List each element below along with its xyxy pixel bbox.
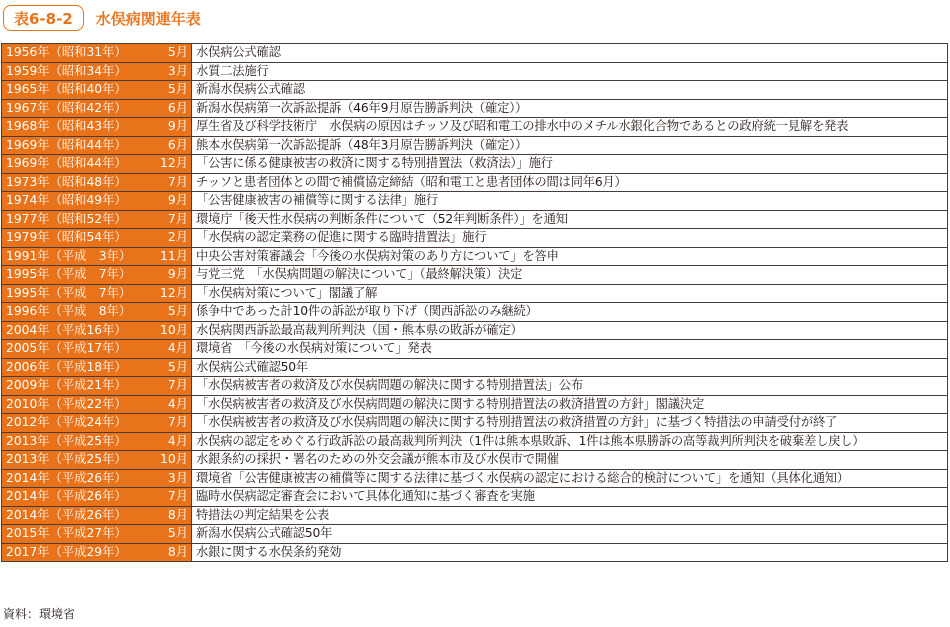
table-row — [2, 340, 948, 359]
table-row — [2, 525, 948, 544]
date-cell — [2, 155, 192, 174]
month-label: 4月 — [167, 396, 188, 411]
date-cell — [2, 192, 192, 211]
date-cell-content — [2, 507, 191, 524]
date-cell-content — [2, 192, 191, 209]
year-label: 2005年（平成17年） — [6, 341, 127, 356]
year-label: 2014年（平成26年） — [6, 470, 127, 485]
month-label: 8月 — [167, 544, 188, 559]
table-row — [2, 358, 948, 377]
date-cell — [2, 229, 192, 248]
year-label: 2006年（平成18年） — [6, 359, 127, 374]
date-cell — [2, 44, 192, 63]
month-label: 11月 — [160, 248, 188, 263]
event-cell: 水俣病公式確認 — [192, 44, 948, 63]
event-cell: チッソと患者団体との間で補償協定締結（昭和電工と患者団体の間は同年6月） — [192, 173, 948, 192]
date-cell-content — [2, 340, 191, 357]
table-title: 水俣病関連年表 — [95, 9, 201, 28]
event-cell: 「水俣病被害者の救済及び水俣病問題の解決に関する特別措置法の救済措置の方針」閣議決定 — [192, 395, 948, 414]
table-row — [2, 451, 948, 470]
month-label: 5月 — [167, 526, 188, 541]
year-label: 1996年（平成 8年） — [6, 304, 132, 319]
year-label: 2004年（平成16年） — [6, 322, 127, 337]
event-cell: 「水俣病の認定業務の促進に関する臨時措置法」施行 — [192, 229, 948, 248]
date-cell-content — [2, 285, 191, 302]
month-label: 7月 — [167, 489, 188, 504]
year-label: 1973年（昭和48年） — [6, 174, 127, 189]
date-cell — [2, 62, 192, 81]
year-label: 1995年（平成 7年） — [6, 285, 132, 300]
date-cell — [2, 488, 192, 507]
event-cell: 環境庁「後天性水俣病の判断条件について（52年判断条件）」を通知 — [192, 210, 948, 229]
year-label: 2014年（平成26年） — [6, 489, 127, 504]
table-row — [2, 284, 948, 303]
date-cell-content — [2, 155, 191, 172]
event-cell: 厚生省及び科学技術庁 水俣病の原因はチッソ及び昭和電工の排水中のメチル水銀化合物であるとの政府統一見解を発表 — [192, 118, 948, 137]
table-row — [2, 155, 948, 174]
event-cell: 新潟水俣病第一次訴訟提訴（46年9月原告勝訴判決（確定）） — [192, 99, 948, 118]
date-cell-content — [2, 211, 191, 228]
year-label: 2014年（平成26年） — [6, 507, 127, 522]
date-cell — [2, 358, 192, 377]
date-cell-content — [2, 100, 191, 117]
table-row — [2, 303, 948, 322]
date-cell-content — [2, 488, 191, 505]
event-cell: 水質二法施行 — [192, 62, 948, 81]
date-cell-content — [2, 248, 191, 265]
date-cell — [2, 284, 192, 303]
date-cell — [2, 321, 192, 340]
date-cell — [2, 136, 192, 155]
event-cell: 水俣病公式確認50年 — [192, 358, 948, 377]
date-cell — [2, 173, 192, 192]
year-label: 1969年（昭和44年） — [6, 156, 127, 171]
event-cell: 中央公害対策審議会「今後の水俣病対策のあり方について」を答申 — [192, 247, 948, 266]
month-label: 7月 — [167, 211, 188, 226]
year-label: 1995年（平成 7年） — [6, 267, 132, 282]
event-cell: 係争中であった計10件の訴訟が取り下げ（関西訴訟のみ継続） — [192, 303, 948, 322]
table-row — [2, 136, 948, 155]
event-cell: 環境省「公害健康被害の補償等に関する法律に基づく水俣病の認定における総合的検討について」を通知（具体化通知） — [192, 469, 948, 488]
event-cell: 「水俣病被害者の救済及び水俣病問題の解決に関する特別措置法」公布 — [192, 377, 948, 396]
year-label: 1956年（昭和31年） — [6, 45, 127, 60]
table-row — [2, 488, 948, 507]
month-label: 3月 — [167, 470, 188, 485]
date-cell-content — [2, 266, 191, 283]
date-cell-content — [2, 377, 191, 394]
month-label: 10月 — [160, 322, 188, 337]
date-cell-content — [2, 359, 191, 376]
year-label: 2013年（平成25年） — [6, 452, 127, 467]
year-label: 2010年（平成22年） — [6, 396, 127, 411]
table-id-badge: 表6-8-2 — [3, 5, 84, 31]
year-label: 1977年（昭和52年） — [6, 211, 127, 226]
year-label: 1974年（昭和49年） — [6, 193, 127, 208]
table-row — [2, 81, 948, 100]
table-row — [2, 247, 948, 266]
date-cell — [2, 506, 192, 525]
month-label: 6月 — [167, 137, 188, 152]
table-row — [2, 266, 948, 285]
event-cell: 熊本水俣病第一次訴訟提訴（48年3月原告勝訴判決（確定）） — [192, 136, 948, 155]
date-cell-content — [2, 396, 191, 413]
table-row — [2, 377, 948, 396]
event-cell: 与党三党 「水俣病問題の解決について」（最終解決策）決定 — [192, 266, 948, 285]
table-row — [2, 62, 948, 81]
month-label: 8月 — [167, 507, 188, 522]
month-label: 10月 — [160, 452, 188, 467]
year-label: 2017年（平成29年） — [6, 544, 127, 559]
year-label: 2015年（平成27年） — [6, 526, 127, 541]
month-label: 5月 — [167, 82, 188, 97]
event-cell: 特措法の判定結果を公表 — [192, 506, 948, 525]
date-cell — [2, 395, 192, 414]
month-label: 5月 — [167, 359, 188, 374]
year-label: 1991年（平成 3年） — [6, 248, 132, 263]
source-note: 資料：環境省 — [3, 607, 76, 621]
event-cell: 水俣病関西訴訟最高裁判所判決（国・熊本県の敗訴が確定） — [192, 321, 948, 340]
month-label: 5月 — [167, 304, 188, 319]
year-label: 1979年（昭和54年） — [6, 230, 127, 245]
year-label: 1967年（昭和42年） — [6, 100, 127, 115]
event-cell: 「水俣病被害者の救済及び水俣病問題の解決に関する特別措置法の救済措置の方針」に基づく特措法の申請受付が終了 — [192, 414, 948, 433]
event-cell: 「水俣病対策について」閣議了解 — [192, 284, 948, 303]
month-label: 6月 — [167, 100, 188, 115]
date-cell — [2, 377, 192, 396]
date-cell-content — [2, 525, 191, 542]
month-label: 12月 — [160, 285, 188, 300]
month-label: 7月 — [167, 378, 188, 393]
date-cell-content — [2, 414, 191, 431]
month-label: 12月 — [160, 156, 188, 171]
table-header — [3, 4, 201, 32]
table-row — [2, 210, 948, 229]
date-cell — [2, 247, 192, 266]
event-cell: 臨時水俣病認定審査会において具体化通知に基づく審査を実施 — [192, 488, 948, 507]
date-cell-content — [2, 229, 191, 246]
month-label: 5月 — [167, 45, 188, 60]
date-cell — [2, 81, 192, 100]
month-label: 2月 — [167, 230, 188, 245]
date-cell — [2, 432, 192, 451]
month-label: 9月 — [167, 119, 188, 134]
date-cell — [2, 210, 192, 229]
month-label: 4月 — [167, 341, 188, 356]
date-cell-content — [2, 63, 191, 80]
date-cell — [2, 451, 192, 470]
date-cell — [2, 99, 192, 118]
date-cell-content — [2, 118, 191, 135]
date-cell — [2, 414, 192, 433]
month-label: 7月 — [167, 174, 188, 189]
date-cell-content — [2, 174, 191, 191]
month-label: 3月 — [167, 63, 188, 78]
date-cell — [2, 340, 192, 359]
date-cell-content — [2, 137, 191, 154]
date-cell — [2, 266, 192, 285]
table-row — [2, 414, 948, 433]
table-row — [2, 229, 948, 248]
date-cell — [2, 303, 192, 322]
date-cell-content — [2, 451, 191, 468]
chronology-table — [1, 43, 948, 562]
table-row — [2, 469, 948, 488]
month-label: 7月 — [167, 415, 188, 430]
table-row — [2, 506, 948, 525]
event-cell: 水銀条約の採択・署名のための外交会議が熊本市及び水俣市で開催 — [192, 451, 948, 470]
date-cell-content — [2, 44, 191, 61]
event-cell: 「公害に係る健康被害の救済に関する特別措置法（救済法）」施行 — [192, 155, 948, 174]
year-label: 1965年（昭和40年） — [6, 82, 127, 97]
month-label: 4月 — [167, 433, 188, 448]
year-label: 2012年（平成24年） — [6, 415, 127, 430]
table-row — [2, 44, 948, 63]
chronology-table-body — [2, 44, 948, 562]
date-cell-content — [2, 544, 191, 561]
date-cell-content — [2, 303, 191, 320]
date-cell-content — [2, 322, 191, 339]
table-row — [2, 321, 948, 340]
table-row — [2, 432, 948, 451]
event-cell: 環境省 「今後の水俣病対策について」発表 — [192, 340, 948, 359]
event-cell: 新潟水俣病公式確認 — [192, 81, 948, 100]
table-row — [2, 118, 948, 137]
event-cell: 新潟水俣病公式確認50年 — [192, 525, 948, 544]
year-label: 2013年（平成25年） — [6, 433, 127, 448]
date-cell-content — [2, 433, 191, 450]
date-cell — [2, 543, 192, 562]
year-label: 2009年（平成21年） — [6, 378, 127, 393]
date-cell — [2, 469, 192, 488]
year-label: 1969年（昭和44年） — [6, 137, 127, 152]
table-row — [2, 543, 948, 562]
event-cell: 水銀に関する水俣条約発効 — [192, 543, 948, 562]
table-row — [2, 395, 948, 414]
month-label: 9月 — [167, 267, 188, 282]
date-cell-content — [2, 470, 191, 487]
date-cell — [2, 118, 192, 137]
year-label: 1968年（昭和43年） — [6, 119, 127, 134]
table-row — [2, 192, 948, 211]
date-cell — [2, 525, 192, 544]
month-label: 9月 — [167, 193, 188, 208]
event-cell: 水俣病の認定をめぐる行政訴訟の最高裁判所判決（1件は熊本県敗訴、1件は熊本県勝訴の高等裁判所判決を破棄差し戻し） — [192, 432, 948, 451]
year-label: 1959年（昭和34年） — [6, 63, 127, 78]
table-row — [2, 173, 948, 192]
date-cell-content — [2, 81, 191, 98]
event-cell: 「公害健康被害の補償等に関する法律」施行 — [192, 192, 948, 211]
table-row — [2, 99, 948, 118]
